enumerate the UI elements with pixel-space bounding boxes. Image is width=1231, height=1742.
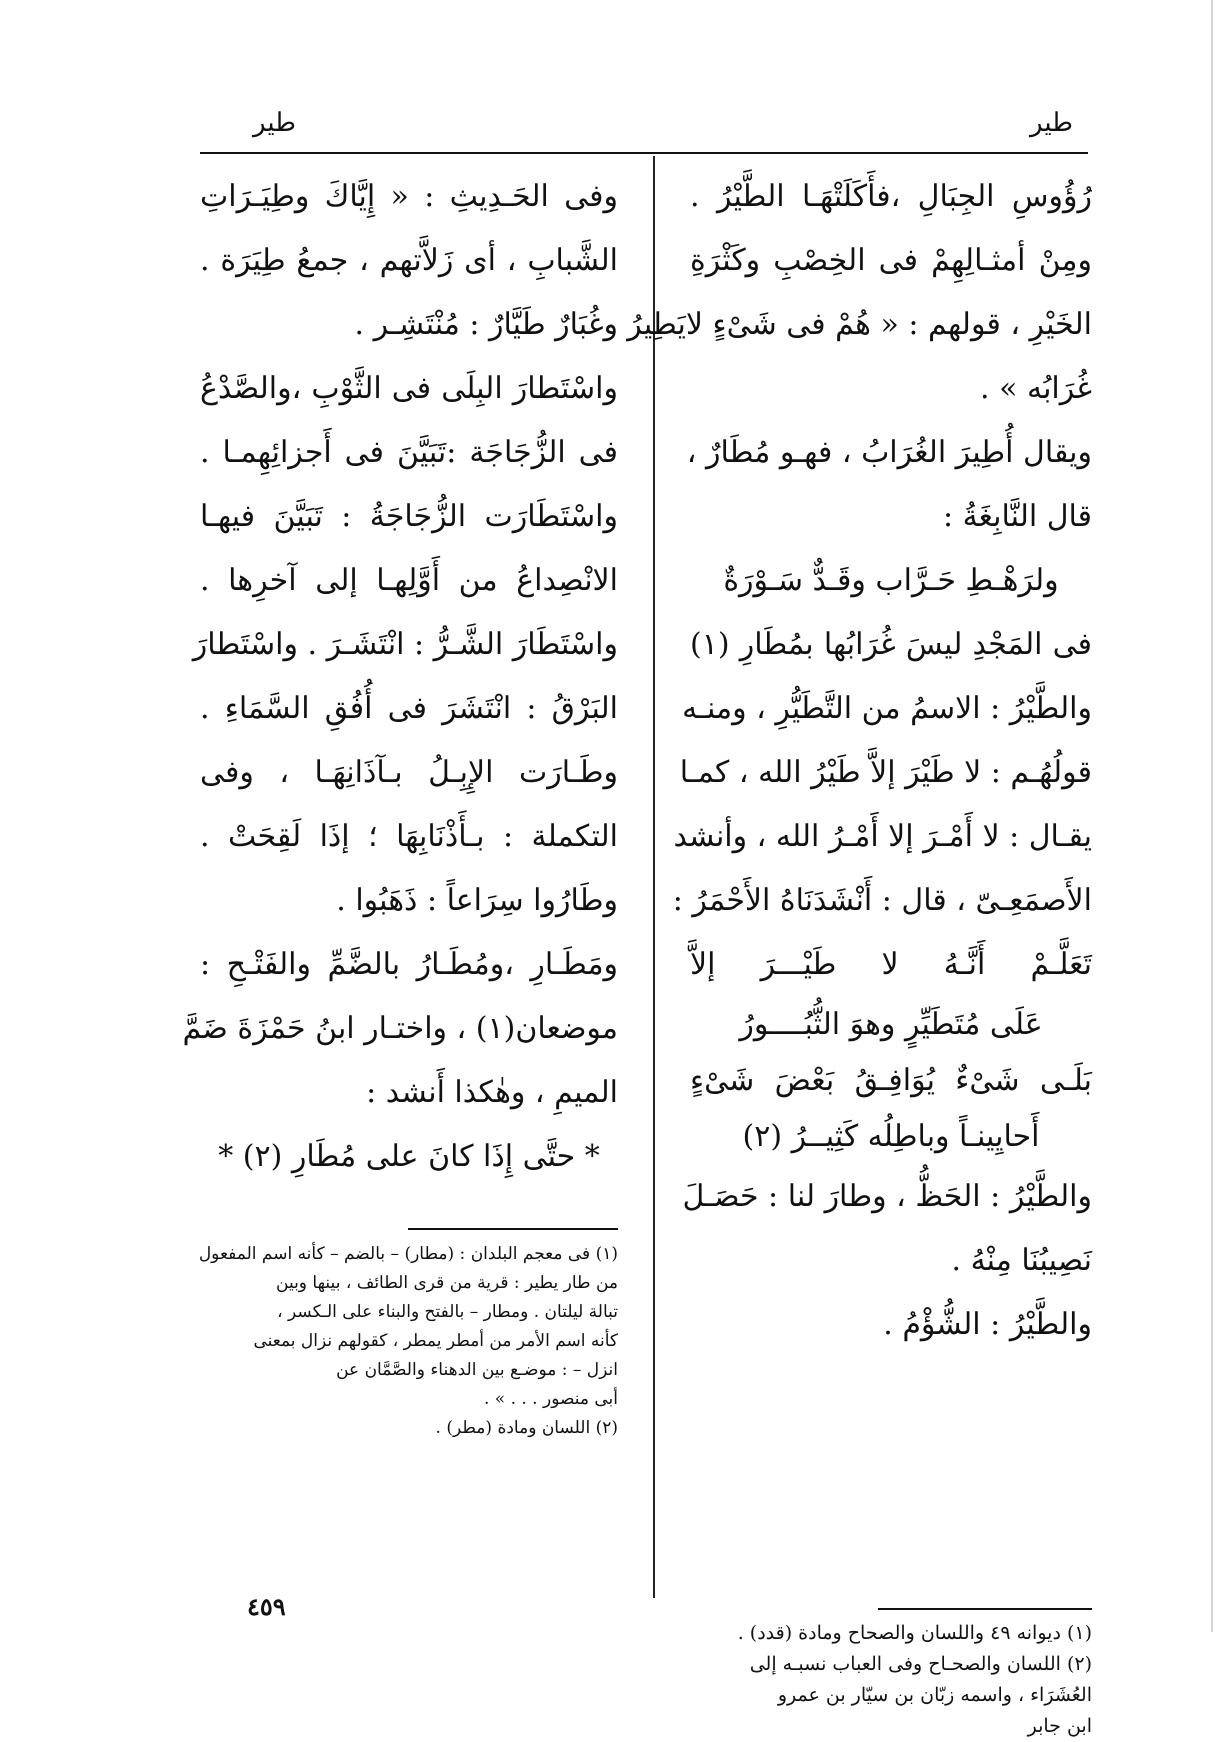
text-line: وطَـارَت الإِبِـلُ بـآذَانِهَـا ، وفى	[200, 755, 618, 790]
text-line: قولُهُـم : لا طَيْرَ إلاَّ طَيْرُ الله ، كمـا	[679, 755, 1092, 790]
footnote-line: (٢) اللسان والصحـاح وفى العباب نسبـه إلى	[749, 1653, 1092, 1675]
running-header-right: طير	[1030, 108, 1073, 138]
header-rule	[200, 152, 1088, 154]
text-line: التكملة : بـأَذْنَابِهَا ؛ إذَا لَقِحَتْ .	[200, 819, 618, 854]
text-line: واسْتَطَارَت الزُّجَاجَةُ : تَبَيَّنَ فيهـا	[200, 499, 618, 534]
verse-line: تَعَلَّـمْ أَنَّـهُ لا طَيْـــرَ إلاَّ	[690, 947, 1092, 982]
scan-edge-line	[1211, 0, 1213, 1632]
verse-line: عَلَى مُتَطَيِّرٍ وهوَ الثُّبُــــورُ	[739, 1007, 1043, 1042]
footnote-line: العُشَرَاء ، واسمه زبّان بن سيّار بن عمرو	[777, 1684, 1092, 1706]
text-line: وفى الحَـدِيثِ : « إِيَّاكَ وطِيَـرَاتِ	[200, 179, 618, 214]
text-line: الانْصِداعُ من أَوَّلِهـا إلى آخرِها .	[200, 563, 618, 598]
footnote-line: (١) فى معجم البلدان : (مطار) – بالضم – كأنه اسم المفعول	[198, 1244, 618, 1264]
footnote-line: تبالة ليلتان . ومطار – بالفتح والبناء على الـكسر ،	[277, 1302, 618, 1322]
text-line: الميمِ ، وهٰكذا أَنشد :	[366, 1075, 618, 1110]
text-line: ومَطَـارِ ،ومُطَـارُ بالضَّمِّ والفَتْـحِ :	[200, 947, 618, 982]
text-line: موضعان(١) ، واختـار ابنُ حَمْزَةَ ضَمَّ	[182, 1011, 618, 1046]
text-line: واسْتَطَارَ الشَّـرُّ : انْتَشَـرَ . واسْتَطارَ	[192, 627, 618, 662]
text-line: وطَارُوا سِرَاعاً : ذَهَبُوا .	[336, 883, 618, 918]
verse-line: ولرَهْـطِ حَـرَّاب وقَـدٌّ سَـوْرَةٌ	[723, 563, 1059, 598]
text-line: الشَّبابِ ، أى زَلاَّتهم ، جمعُ طِيَرَة .	[200, 243, 618, 278]
page-number: ٤٥٩	[247, 1592, 286, 1621]
footnote-rule-right	[878, 1608, 1092, 1610]
text-line: والطَّيْرُ : الاسمُ من التَّطَيُّرِ ، ومنـه	[682, 691, 1092, 726]
footnote-line: ابن جابر	[1027, 1715, 1092, 1737]
text-line: الأَصمَعِـىّ ، قال : أَنْشَدَنَاهُ الأَحْمَرُ :	[672, 883, 1092, 918]
left-column	[182, 165, 618, 1189]
verse-line: فى المَجْدِ ليسَ غُرَابُها بمُطَارِ (١)	[690, 627, 1092, 662]
text-line: والطَّيْرُ : الشُّؤْمُ .	[883, 1307, 1092, 1342]
footnote-line: (١) ديوانه ٤٩ واللسان والصحاح ومادة (قدد) .	[737, 1622, 1092, 1644]
footnote-line: (٢) اللسان ومادة (مطر) .	[435, 1418, 618, 1438]
column-divider	[653, 156, 655, 1598]
text-line: واسْتَطارَ البِلَى فى الثَّوْبِ ،والصَّدْعُ	[200, 371, 618, 406]
text-line: نَصِيبُنَا مِنْهُ .	[951, 1243, 1092, 1278]
verse-line: أَحايِينـاً وباطِلُه كَثِيــرُ (٢)	[742, 1119, 1040, 1154]
verse-line: بَلَـى شَىْءٌ يُوَافِـقُ بَعْضَ شَىْءٍ	[690, 1063, 1092, 1098]
text-line: والطَّيْرُ : الحَظُّ ، وطارَ لنا : حَصَـلَ	[682, 1179, 1092, 1214]
running-header-left: طير	[253, 108, 296, 138]
text-line: غُرَابُه » .	[980, 371, 1092, 406]
text-line: يقـال : لا أَمْـرَ إلا أَمْـرُ الله ، وأنشد	[673, 819, 1092, 854]
text-line: ومِنْ أمثـالِهِمْ فى الخِصْبِ وكَثْرَةِ	[690, 243, 1092, 278]
text-line: رُؤُوسِ الجِبَالِ ،فأَكَلَتْهَـا الطَّيْرُ .	[690, 179, 1092, 214]
verse-line: * حتَّى إِذَا كانَ على مُطَارِ (٢) *	[218, 1139, 600, 1174]
footnotes-left	[200, 1240, 618, 1443]
text-line: البَرْقُ : انْتَشَرَ فى أُفُقِ السَّمَاءِ .	[200, 691, 618, 726]
text-line: وغُبَارٌ طَيَّارٌ : مُنْتَشِـر .	[354, 307, 618, 342]
footnote-rule-left	[408, 1228, 618, 1230]
right-column	[627, 165, 1092, 1357]
footnote-line: انزل – : موضـع بين الدهناء والصَّمَّان عن	[336, 1360, 618, 1380]
footnotes-right	[690, 1618, 1092, 1742]
footnote-line: أبى منصور . . . » .	[483, 1389, 618, 1409]
text-line: ويقال أُطِيرَ الغُرَابُ ، فهـو مُطَارٌ ،	[686, 435, 1092, 470]
text-line: قال النَّابِغَةُ :	[942, 499, 1092, 534]
footnote-line: كأنه اسم الأمر من أمطر يمطر ، كقولهم نزال بمعنى	[253, 1331, 618, 1351]
text-line: فى الزُّجَاجَة :تَبَيَّنَ فى أَجزائِهِمـا .	[200, 435, 618, 470]
text-line: الخَيْرِ ، قولهم : « هُمْ فى شَىْءٍ لايَطِيرُ	[627, 307, 1092, 342]
footnote-line: من طار يطير : قرية من قرى الطائف ، بينها وبين	[276, 1273, 618, 1293]
